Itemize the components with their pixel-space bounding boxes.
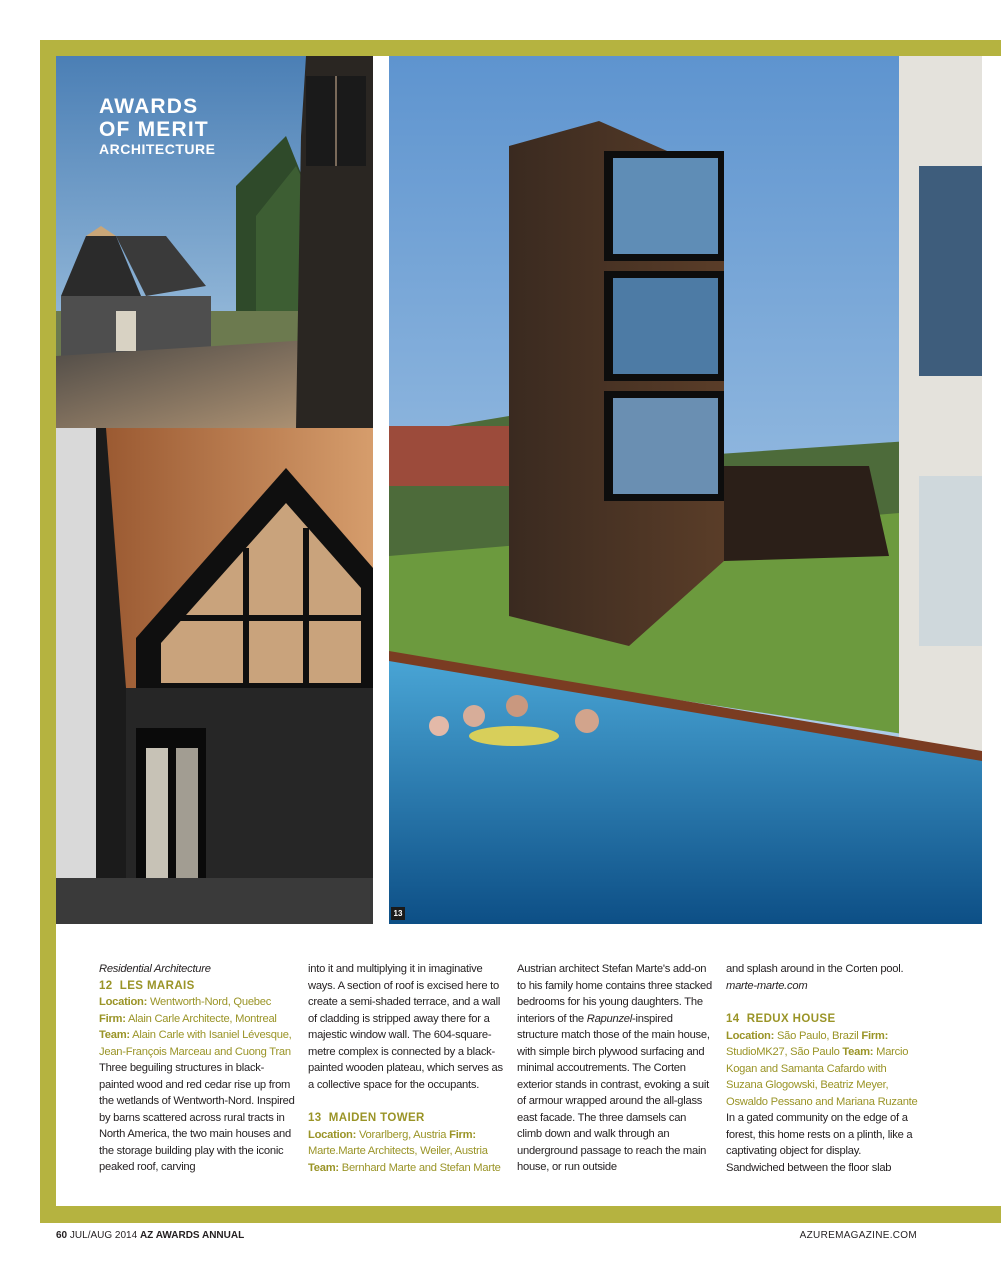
project-13-location-firm: Location: Vorarlberg, Austria Firm: Marte.Marte Architects, Weiler, Austria	[308, 1128, 488, 1157]
heading-subtitle: ARCHITECTURE	[99, 141, 216, 157]
project-13-body: Austrian architect Stefan Marte's add-on to his family home contains three stacked bedrooms for his young daughters. The interiors of the Rapunzel-inspired structure match those of the main house, with simple birch plywood surfacing and minimal accoutrements. The Corten exterior stands in contrast, evoking a suit of armour wrapped around the all-glass east facade. The three damsels can climb down and walk through an underground passage to reach the main house, or run outside	[517, 963, 712, 1173]
project-12-body-continued: into it and multiplying it in imaginative ways. A section of roof is excised here to create a semi-shaded terrace, and a wall of cladding is stripped away there for a majestic window wall. The 604-square-metre complex is connected by a black-painted wooden plateau, which serves as a collective space for the occupants.	[308, 963, 503, 1091]
project-12-title	[99, 978, 295, 995]
category-label: Residential Architecture	[99, 963, 211, 975]
project-13-number: 13	[308, 1112, 322, 1124]
text-column-1	[99, 961, 295, 1176]
project-12-number: 12	[99, 979, 113, 992]
photo-number-13: 13	[391, 907, 405, 920]
page-footer-left	[56, 1230, 244, 1241]
project-14-number: 14	[726, 1013, 740, 1025]
project-13-name: MAIDEN TOWER	[328, 1112, 425, 1124]
project-14-body: In a gated community on the edge of a forest, this home rests on a plinth, like a captivating object for display. Sandwiched between the floor slab	[726, 1112, 913, 1174]
text-column-2	[308, 961, 504, 1176]
photo-maiden-tower	[389, 56, 982, 924]
project-13-url[interactable]: marte-marte.com	[726, 979, 808, 992]
project-12-team: Team: Alain Carle with Isaniel Lévesque, Jean-François Marceau and Cuong Tran	[99, 1029, 292, 1058]
project-14-location-firm: Location: São Paulo, Brazil Firm: StudioMK27, São Paulo Team: Marcio Kogan and Samanta Cafardo with Suzana Glogowski, Beatriz Meyer, Oswaldo Pessano and Mariana Ruzante	[726, 1029, 918, 1108]
page-number: 60	[56, 1230, 68, 1241]
heading-line-2: OF MERIT	[99, 118, 209, 141]
heading-line-1: AWARDS	[99, 95, 199, 118]
project-12-name: LES MARAIS	[119, 979, 195, 992]
website-url[interactable]: AZUREMAGAZINE.COM	[799, 1230, 917, 1241]
project-13-title	[308, 1110, 504, 1127]
issue-date: JUL/AUG 2014	[69, 1230, 138, 1241]
photo-les-marais-interior	[56, 428, 373, 924]
project-14-name: REDUX HOUSE	[746, 1013, 836, 1025]
text-column-4	[726, 961, 922, 1176]
project-13-body-continued: and splash around in the Corten pool.	[726, 963, 904, 975]
project-12-location: Location: Wentworth-Nord, Quebec	[99, 996, 272, 1008]
text-column-3	[517, 961, 713, 1176]
project-13-team: Team: Bernhard Marte and Stefan Marte	[308, 1161, 501, 1174]
section-heading	[99, 95, 215, 158]
publication-name: AZ AWARDS ANNUAL	[139, 1230, 245, 1241]
project-14-title	[726, 1011, 922, 1028]
project-12-firm: Firm: Alain Carle Architecte, Montreal	[99, 1012, 277, 1025]
project-12-body: Three beguiling structures in black-painted wood and red cedar rise up from the wetlands of Wentworth-Nord. Inspired by barns scattered across rural tracts in North America, the two main houses and the storage building play with the iconic peaked roof, carving	[99, 1062, 295, 1173]
